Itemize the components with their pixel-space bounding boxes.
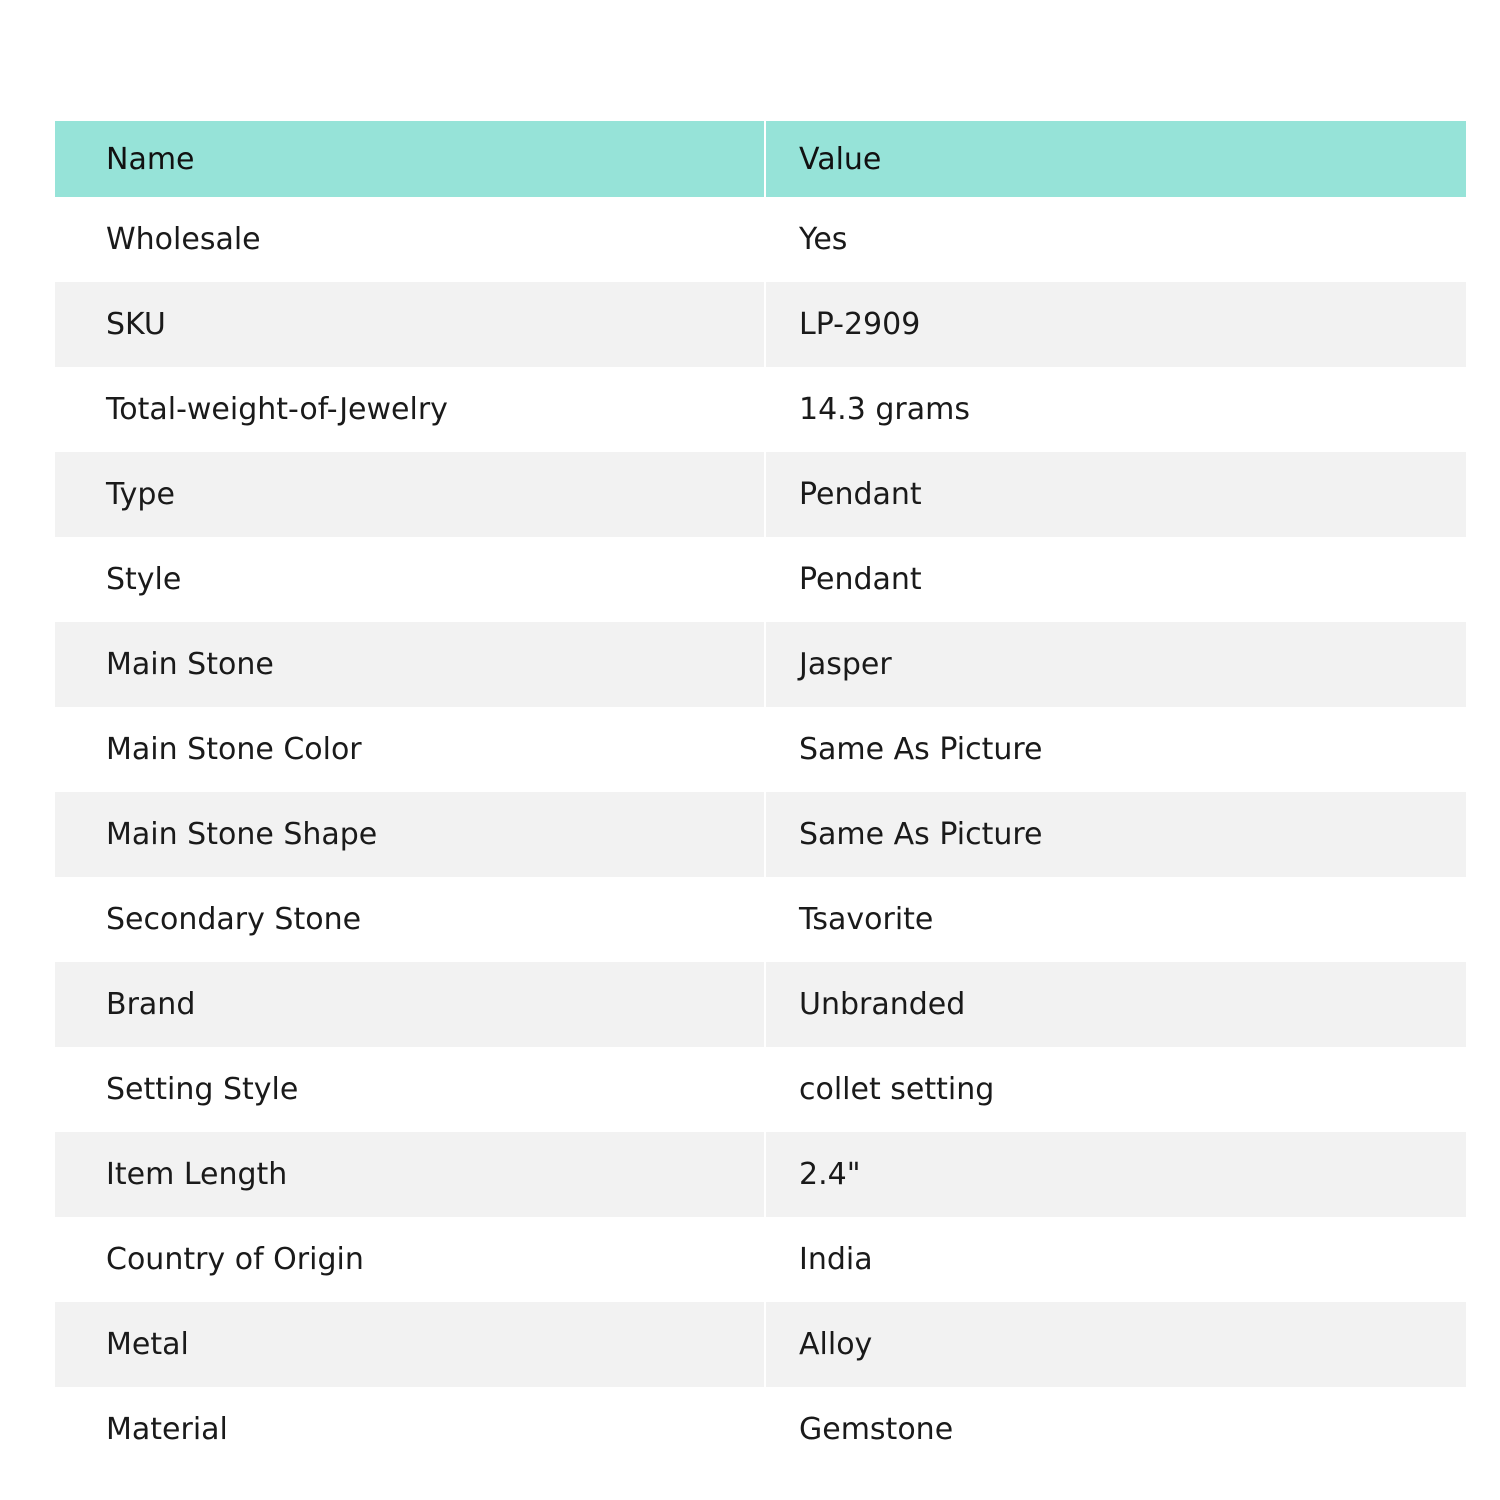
table-header: [55, 121, 1466, 197]
row-name: Brand: [55, 962, 766, 1047]
table-row: [55, 792, 1466, 877]
row-name: Main Stone Shape: [55, 792, 766, 877]
table-row: [55, 367, 1466, 452]
row-name: Main Stone: [55, 622, 766, 707]
row-value: 2.4": [766, 1132, 1466, 1217]
row-value: Same As Picture: [766, 707, 1466, 792]
table-row: [55, 962, 1466, 1047]
row-name: Secondary Stone: [55, 877, 766, 962]
row-value: Yes: [766, 197, 1466, 282]
row-value: Alloy: [766, 1302, 1466, 1387]
row-value: Unbranded: [766, 962, 1466, 1047]
row-name: Style: [55, 537, 766, 622]
table-row: [55, 1047, 1466, 1132]
row-value: 14.3 grams: [766, 367, 1466, 452]
header-name: Name: [55, 121, 766, 197]
row-value: Tsavorite: [766, 877, 1466, 962]
row-value: LP-2909: [766, 282, 1466, 367]
row-value: Gemstone: [766, 1387, 1466, 1472]
row-value: Pendant: [766, 452, 1466, 537]
row-name: Wholesale: [55, 197, 766, 282]
row-value: India: [766, 1217, 1466, 1302]
table-body: [55, 197, 1466, 1472]
row-name: Material: [55, 1387, 766, 1472]
table-row: [55, 282, 1466, 367]
row-value: Pendant: [766, 537, 1466, 622]
row-name: Metal: [55, 1302, 766, 1387]
table-row: [55, 707, 1466, 792]
header-value: Value: [766, 121, 1466, 197]
table-row: [55, 1217, 1466, 1302]
row-name: Total-weight-of-Jewelry: [55, 367, 766, 452]
row-name: Country of Origin: [55, 1217, 766, 1302]
header-row: [55, 121, 1466, 197]
table-row: [55, 1302, 1466, 1387]
table-row: [55, 197, 1466, 282]
row-value: collet setting: [766, 1047, 1466, 1132]
table-row: [55, 877, 1466, 962]
table-row: [55, 452, 1466, 537]
row-name: Type: [55, 452, 766, 537]
table-row: [55, 622, 1466, 707]
table-row: [55, 537, 1466, 622]
table-row: [55, 1387, 1466, 1472]
row-value: Same As Picture: [766, 792, 1466, 877]
row-name: Main Stone Color: [55, 707, 766, 792]
specifications-table: [55, 121, 1466, 1472]
row-name: Item Length: [55, 1132, 766, 1217]
table-row: [55, 1132, 1466, 1217]
row-value: Jasper: [766, 622, 1466, 707]
row-name: Setting Style: [55, 1047, 766, 1132]
row-name: SKU: [55, 282, 766, 367]
